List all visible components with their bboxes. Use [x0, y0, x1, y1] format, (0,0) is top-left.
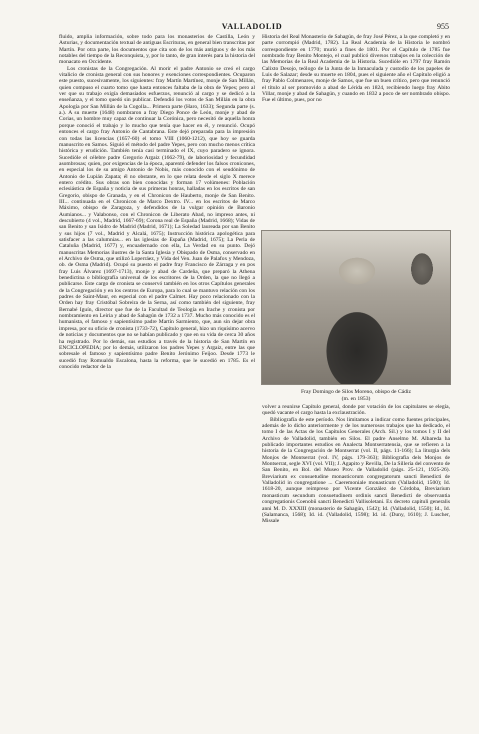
portrait-photo — [261, 230, 451, 385]
left-paragraph: Los cronistas de la Congregación. Al morir el padre Antonio se creó el cargo vitalicio de cronista general con sus honores y exenciones correspondientes. Ocuparon este puesto, sucesivamente, los siguientes: fray Martín Martínez, monje de San Millán, quien compuso el cuarto tomo que hasta entonces faltaba de la obra de Yepes; pero al ver que su trabajo exigía demasiados esfuerzos, renunció al cargo y se dedicó a la enseñanza, y el tomo quedó sin publicar. Defendió los votos de San Millán en la obra Apología por San Millán de la Cogolla... Primera parte (Haro, 1633); Segunda parte (s. a.). A su muerte (1648) nombraron a fray Diego Ponce de León, monje y abad de Corias, un hombre muy capaz de continuar la Corónica, pero necesitó de aquella honra porque conoció el trabajo y lo mucho que tenía que hacer en él, y renunció. Ocupó entonces el cargo fray Antonio de Cantabrana. Este dejó preparada para la impresión con todas las licencias (1657-60) el tomo VIII (1060-1212), que hoy se guarda manuscrito en Samos. Siguió el método del padre Yepes, pero con mucho menos crítica histórica y erudición. También tenía casi terminado el IX, cuyo paradero se ignora. Sucedióle el célebre padre Gregorio Argaiz (1662-79), de laboriosidad y fecundidad asombrosas; quien, por exigencias de la época, aparentó defender los falsos cronicones, en especial los de su amigo Antonio de Nobis, más conocido con el seudónimo de Antonio de Lupián Zapata; él no obstante, en lo que relata desde el siglo X merece entero crédito. Sus obras son bien conocidas y forman 17 volúmenes: Población eclesiástica de España y noticia de sus primeras honras, halladas en los escritos de san Gregorio, obispo de Granada, y en el Chronicon de Hauberto, monje de San Benito. III... continuada en el Chronicon de Marco Dextro. IV... en los escritos de Marco Máximo, obispo de Zaragoza, y defendidos de la vulgar opinión de Baronio Aumianos... y Valabonso, con el Chronicon de Liberato Abad, no impreso antes, ni descubierto (4 vol., Madrid, 1667-69); Corona real de España (Madrid, 1668); Vidas de san Benito y san Isidro de Madrid (Madrid, 1671); La Soledad laureada por san Benito y sus hijos (7 vol., Madrid y Alcalá, 1675); Instrucción histórica apologética para satisfacer a las calumnias... en las iglesias de España (Madrid, 1675); La Perla de Cataluña (Madrid, 1677) y, encuadernado con ella, La Verdad en su punto. Dejó manuscritas Memorias ilustres de la Santa Iglesia y Obispado de Osma, conservado en el Archivo de Osma, que utilizó Loperráez, y Vida del Ven. Juan de Palafox y Mendoza, ob. de Osma (Madrid). Ocupó su puesto el padre fray Francisco de Zárraga y en pos fray Luis Álvarez (1697-1713), monje y abad de Cardeña, que preparó la Athena benedictina o bibliografía universal de los escritores de la Orden, la que no llegó a publicarse. Este cargo de cronista se conservó también en los otros Capítulos generales de la Congregación y en los centros de Europa, para lo cual se mantuvo relación con los padres de Saint-Maur, en especial con el padre Calmet. Hay poco relacionado con la Orden hay fray Cristóbal Sobreira de la Serna, así como también del siguiente, fray Bernabé Iguín, director que fue de la Facultad de Teología en Irache y cronista por nombramiento en Leiria y abad de Sahagún de 1732 a 1737. Mucho más conocido es el humanista, el famoso y sapientísimo padre Martín Sarmiento, que, aun sin dejar obra impresa, por su oficio de cronista (1733-72), Capítulo general, hizo un riquísimo acervo de noticias y documentos que no se habían publicado y que en su vida de cerca 30 años ha registrado. Por lo demás, sus estudios a través de la historia de San Martín en ENCICLOPEDIA; por lo demás, utilizaron los padres Yepes y Argaiz, entre las que sobresale el famoso y sapientísimo padre Benito Jerónimo Feijoo. Desde 1773 le sucedió fray Romualdo Escalona, hasta la reforma, que le sucedió en 1785. Es el conocido redactor de la — [59, 65, 255, 370]
figure-caption — [261, 389, 451, 402]
page-header — [55, 22, 449, 34]
right-paragraph: Bibliografía de este período. Nos limitamos a indicar como fuentes principales, además de lo dicho anteriormente y de los numerosos trabajos que ha dedicado, el tomo I de las Actas de los Capítulos Generales (Arch. Sil.) y los tomos I y II del Archivo de Valladolid, también en Silos. El padre Anselmo M. Albareda ha publicado importantes estudios en Analecta Montserratensia, que se refieren a la historia de la Congregación de Montserrat (vol. II, págs. 11-166); La liturgia dels Monjos de Montserrat (vol. IV, págs. 179-363); Bibliografia dels Monjos de Montserrat, segle XVI (vol. VII); J. Agapito y Revilla, De la Sillería del convento de San Benito, en Bol. del Museo Prov. de Valladolid (págs. 25-121, 1925-26). Breviarium ex consuetudine monasticorum congregatorum sancti Benedicti de Valladolid in congregatione ... Caeremoniale monasticum (Valladolid, 1500); Id. 1618-20, aunque reimpreso por Vicente González de Córdoba, Breviarium monasticum secundum consuetudinem ordinis sancti Benedicti de observantia congregationis Coenobii sancti Benedicti Vallisoletani. Ex decreto capituli generalis anni M. D. XXXIII (monasterio de Sahagún, 1542); Id. (Valladolid, 1550); Id., Id. (Salamanca, 1568); Id. id. (Valladolid, 1598); Id. id. (Duny, 1610); J. Luscher, Missale — [262, 416, 450, 525]
right-column-bottom — [262, 404, 450, 694]
portrait-figure — [261, 230, 451, 402]
caption-line: Fray Domingo de Silos Moreno, obispo de Cádiz — [300, 389, 411, 395]
caption-line: (m. en 1853) — [341, 395, 371, 402]
page-number: 955 — [437, 22, 449, 31]
right-column-top — [262, 34, 450, 228]
right-paragraph: Historia del Real Monasterio de Sahagún, de fray José Pérez, a la que completó y en parte corrompió (Madrid, 1782). La Real Academia de la Historia le nombró correspondiente en 1770; murió a fines de 1801. Por el Capítulo de 1785 fue nombrado fray Benito Montejo, el cual publicó diversos trabajos en la colección de las Memorias de la Real Academia de la Historia. Sucedióle en 1797 fray Ramón Calixto Desojo, teólogo de la Junta de la Inmaculada y custodio de los papeles de Luis de Salazar; desde su muerte en 1804, pues el siguiente año el Capítulo eligió a fray Pablo Colmenares, monje de Samos, que fue un buen crítico, pero que renunció el título al ser promovido a abad de Lérida en 1824, recibiendo luego fray Abito Villar, monje y abad de Sahagún, y cuando en 1832 a poco de ser nombrado obispo. Fue el último, pues, por no — [262, 34, 450, 104]
right-paragraph: volver a reunirse Capítulo general, donde por votación de los capitulares se elegía, quedó vacante el cargo hasta la exclaustración. — [262, 404, 450, 417]
left-paragraph: fluido, amplia información, sobre todo para los monasterios de Castilla, León y Asturias, y documentación textual de antiguas Escrituras, en general bien transcritas por Martín. Por otra parte, los documentos que cita son de los más antiguos y de los más notables del tiempo de la Reconquista, y, por lo tanto, de gran interés para la historia del monacato en Occidente. — [59, 34, 255, 66]
left-column — [59, 34, 255, 694]
running-title: VALLADOLID — [221, 22, 283, 31]
